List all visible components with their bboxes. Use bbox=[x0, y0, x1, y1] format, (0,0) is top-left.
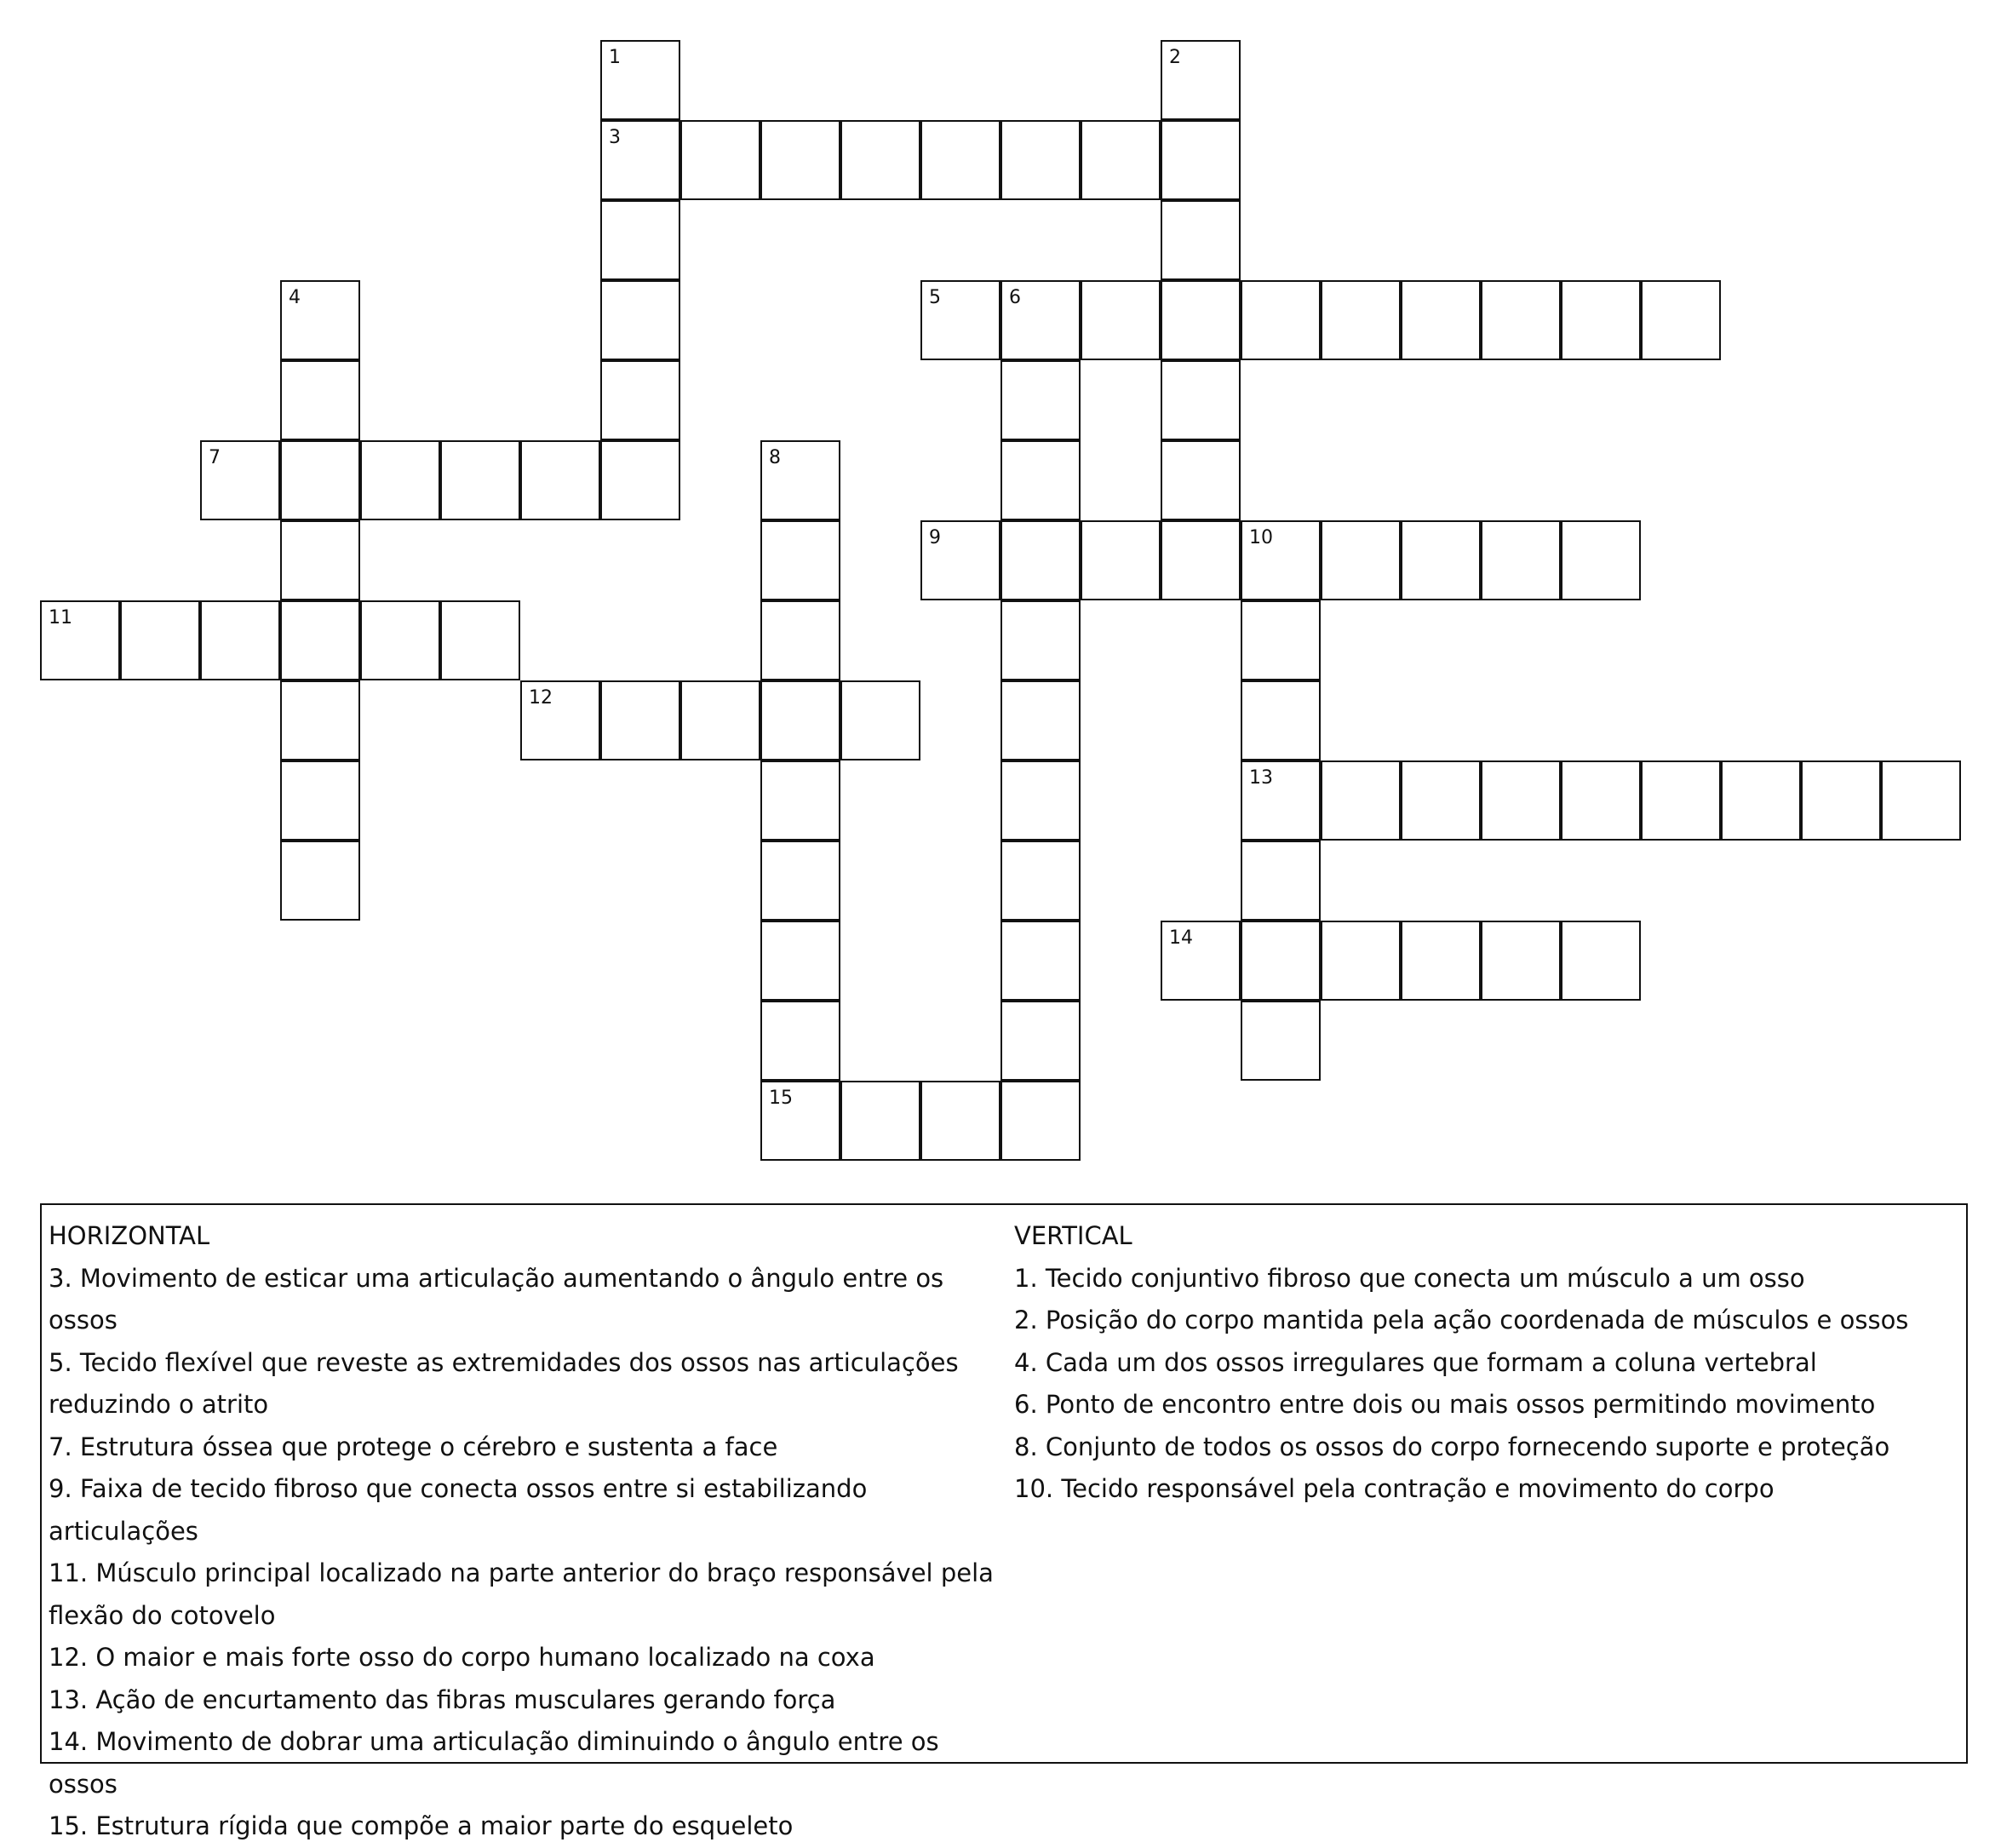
grid-cell[interactable] bbox=[680, 120, 760, 200]
grid-cell[interactable] bbox=[600, 680, 680, 760]
grid-cell[interactable] bbox=[120, 600, 200, 680]
grid-cell[interactable] bbox=[360, 440, 440, 520]
vertical-clues bbox=[1014, 1215, 1951, 1511]
grid-cell[interactable] bbox=[1000, 841, 1081, 921]
grid-cell[interactable] bbox=[1000, 600, 1081, 680]
clue-number: 7 bbox=[209, 447, 221, 468]
grid-cell[interactable] bbox=[760, 520, 840, 600]
grid-cell[interactable] bbox=[1161, 520, 1241, 600]
grid-cell[interactable] bbox=[600, 120, 680, 200]
clue-horizontal-7: 7. Estrutura óssea que protege o cérebro e sustenta a face bbox=[49, 1432, 778, 1461]
clue-number: 13 bbox=[1249, 767, 1273, 789]
grid-cell[interactable] bbox=[1161, 280, 1241, 360]
clue-horizontal-15: 15. Estrutura rígida que compõe a maior parte do esqueleto bbox=[49, 1811, 794, 1840]
grid-cell[interactable] bbox=[200, 440, 280, 520]
clue-horizontal-5: 5. Tecido flexível que reveste as extremidades dos ossos nas articulações reduzindo o atrito bbox=[49, 1347, 959, 1419]
grid-cell[interactable] bbox=[840, 120, 920, 200]
grid-cell[interactable] bbox=[1401, 280, 1481, 360]
grid-cell[interactable] bbox=[280, 440, 360, 520]
grid-cell[interactable] bbox=[1241, 760, 1321, 841]
grid-cell[interactable] bbox=[280, 360, 360, 440]
grid-cell[interactable] bbox=[1801, 760, 1881, 841]
clue-vertical-10: 10. Tecido responsável pela contração e movimento do corpo bbox=[1014, 1474, 1775, 1503]
grid-cell[interactable] bbox=[1081, 280, 1161, 360]
grid-cell[interactable] bbox=[520, 440, 600, 520]
clue-horizontal-11: 11. Músculo principal localizado na parte anterior do braço responsável pela flexão do cotovelo bbox=[49, 1558, 994, 1630]
grid-cell[interactable] bbox=[1561, 760, 1641, 841]
clue-vertical-8: 8. Conjunto de todos os ossos do corpo fornecendo suporte e proteção bbox=[1014, 1432, 1890, 1461]
grid-cell[interactable] bbox=[760, 120, 840, 200]
grid-cell[interactable] bbox=[600, 440, 680, 520]
grid-cell[interactable] bbox=[1000, 680, 1081, 760]
clue-vertical-1: 1. Tecido conjuntivo fibroso que conecta um músculo a um osso bbox=[1014, 1263, 1805, 1293]
grid-cell[interactable] bbox=[1721, 760, 1801, 841]
clue-number: 4 bbox=[289, 287, 301, 308]
grid-cell[interactable] bbox=[1081, 520, 1161, 600]
grid-cell[interactable] bbox=[600, 200, 680, 280]
grid-cell[interactable] bbox=[1000, 280, 1081, 360]
grid-cell[interactable] bbox=[840, 680, 920, 760]
grid-cell[interactable] bbox=[1000, 760, 1081, 841]
clue-number: 15 bbox=[769, 1088, 793, 1109]
grid-cell[interactable] bbox=[1000, 921, 1081, 1001]
grid-cell[interactable] bbox=[280, 841, 360, 921]
grid-cell[interactable] bbox=[1561, 921, 1641, 1001]
grid-cell[interactable] bbox=[520, 680, 600, 760]
grid-cell[interactable] bbox=[1161, 360, 1241, 440]
grid-cell[interactable] bbox=[440, 600, 520, 680]
clue-horizontal-9: 9. Faixa de tecido fibroso que conecta ossos entre si estabilizando articulações bbox=[49, 1474, 868, 1546]
grid-cell[interactable] bbox=[760, 600, 840, 680]
clue-number: 8 bbox=[769, 447, 781, 468]
grid-cell[interactable] bbox=[360, 600, 440, 680]
grid-cell[interactable] bbox=[1241, 921, 1321, 1001]
grid-cell[interactable] bbox=[280, 600, 360, 680]
grid-cell[interactable] bbox=[1401, 921, 1481, 1001]
horizontal-clues bbox=[49, 1215, 994, 1848]
clue-number: 5 bbox=[929, 287, 941, 308]
grid-cell[interactable] bbox=[1161, 200, 1241, 280]
grid-cell[interactable] bbox=[760, 921, 840, 1001]
grid-cell[interactable] bbox=[1161, 120, 1241, 200]
grid-cell[interactable] bbox=[1481, 921, 1561, 1001]
grid-cell[interactable] bbox=[1401, 760, 1481, 841]
grid-cell[interactable] bbox=[1321, 921, 1401, 1001]
grid-cell[interactable] bbox=[760, 440, 840, 520]
clue-vertical-4: 4. Cada um dos ossos irregulares que formam a coluna vertebral bbox=[1014, 1347, 1817, 1377]
clue-number: 14 bbox=[1169, 927, 1193, 949]
grid-cell[interactable] bbox=[1000, 1081, 1081, 1161]
grid-cell[interactable] bbox=[600, 40, 680, 120]
grid-cell[interactable] bbox=[760, 1001, 840, 1081]
grid-cell[interactable] bbox=[840, 1081, 920, 1161]
grid-cell[interactable] bbox=[280, 520, 360, 600]
grid-cell[interactable] bbox=[1641, 760, 1721, 841]
grid-cell[interactable] bbox=[1161, 40, 1241, 120]
clue-number: 11 bbox=[49, 607, 72, 628]
grid-cell[interactable] bbox=[920, 1081, 1000, 1161]
grid-cell[interactable] bbox=[1000, 360, 1081, 440]
grid-cell[interactable] bbox=[1000, 1001, 1081, 1081]
grid-cell[interactable] bbox=[200, 600, 280, 680]
grid-cell[interactable] bbox=[1081, 120, 1161, 200]
clue-horizontal-3: 3. Movimento de esticar uma articulação aumentando o ângulo entre os ossos bbox=[49, 1263, 944, 1334]
clue-vertical-6: 6. Ponto de encontro entre dois ou mais ossos permitindo movimento bbox=[1014, 1390, 1876, 1419]
clue-vertical-2: 2. Posição do corpo mantida pela ação coordenada de músculos e ossos bbox=[1014, 1306, 1909, 1334]
horizontal-heading: HORIZONTAL bbox=[49, 1221, 210, 1250]
grid-cell[interactable] bbox=[1481, 520, 1561, 600]
grid-cell[interactable] bbox=[920, 120, 1000, 200]
clue-number: 2 bbox=[1169, 47, 1181, 68]
grid-cell[interactable] bbox=[1481, 760, 1561, 841]
clue-number: 6 bbox=[1009, 287, 1021, 308]
clue-horizontal-12: 12. O maior e mais forte osso do corpo humano localizado na coxa bbox=[49, 1643, 875, 1672]
grid-cell[interactable] bbox=[920, 520, 1000, 600]
grid-cell[interactable] bbox=[440, 440, 520, 520]
grid-cell[interactable] bbox=[1241, 680, 1321, 760]
grid-cell[interactable] bbox=[280, 680, 360, 760]
grid-cell[interactable] bbox=[1321, 280, 1401, 360]
clue-horizontal-14: 14. Movimento de dobrar uma articulação diminuindo o ângulo entre os ossos bbox=[49, 1727, 939, 1799]
clue-number: 10 bbox=[1249, 527, 1273, 548]
grid-cell[interactable] bbox=[1321, 520, 1401, 600]
grid-cell[interactable] bbox=[760, 841, 840, 921]
clue-horizontal-13: 13. Ação de encurtamento das fibras musculares gerando força bbox=[49, 1684, 836, 1714]
grid-cell[interactable] bbox=[1641, 280, 1721, 360]
grid-cell[interactable] bbox=[280, 760, 360, 841]
grid-cell[interactable] bbox=[760, 760, 840, 841]
grid-cell[interactable] bbox=[280, 280, 360, 360]
grid-cell[interactable] bbox=[1241, 841, 1321, 921]
grid-cell[interactable] bbox=[760, 1081, 840, 1161]
grid-cell[interactable] bbox=[1000, 120, 1081, 200]
grid-cell[interactable] bbox=[1241, 1001, 1321, 1081]
grid-cell[interactable] bbox=[1161, 440, 1241, 520]
grid-cell[interactable] bbox=[1321, 760, 1401, 841]
grid-cell[interactable] bbox=[920, 280, 1000, 360]
grid-cell[interactable] bbox=[1561, 280, 1641, 360]
grid-cell[interactable] bbox=[1000, 440, 1081, 520]
grid-cell[interactable] bbox=[760, 680, 840, 760]
grid-cell[interactable] bbox=[1241, 280, 1321, 360]
clue-number: 9 bbox=[929, 527, 941, 548]
grid-cell[interactable] bbox=[1241, 600, 1321, 680]
clues-box bbox=[40, 1203, 1968, 1840]
grid-cell[interactable] bbox=[1561, 520, 1641, 600]
clue-number: 3 bbox=[609, 127, 621, 148]
clue-number: 1 bbox=[609, 47, 621, 68]
grid-cell[interactable] bbox=[1881, 760, 1961, 841]
grid-cell[interactable] bbox=[680, 680, 760, 760]
clue-number: 12 bbox=[529, 687, 553, 709]
grid-cell[interactable] bbox=[1000, 520, 1081, 600]
grid-cell[interactable] bbox=[1401, 520, 1481, 600]
grid-cell[interactable] bbox=[40, 600, 120, 680]
grid-cell[interactable] bbox=[600, 360, 680, 440]
grid-cell[interactable] bbox=[1481, 280, 1561, 360]
grid-cell[interactable] bbox=[1241, 520, 1321, 600]
grid-cell[interactable] bbox=[1161, 921, 1241, 1001]
vertical-heading: VERTICAL bbox=[1014, 1221, 1132, 1250]
grid-cell[interactable] bbox=[600, 280, 680, 360]
